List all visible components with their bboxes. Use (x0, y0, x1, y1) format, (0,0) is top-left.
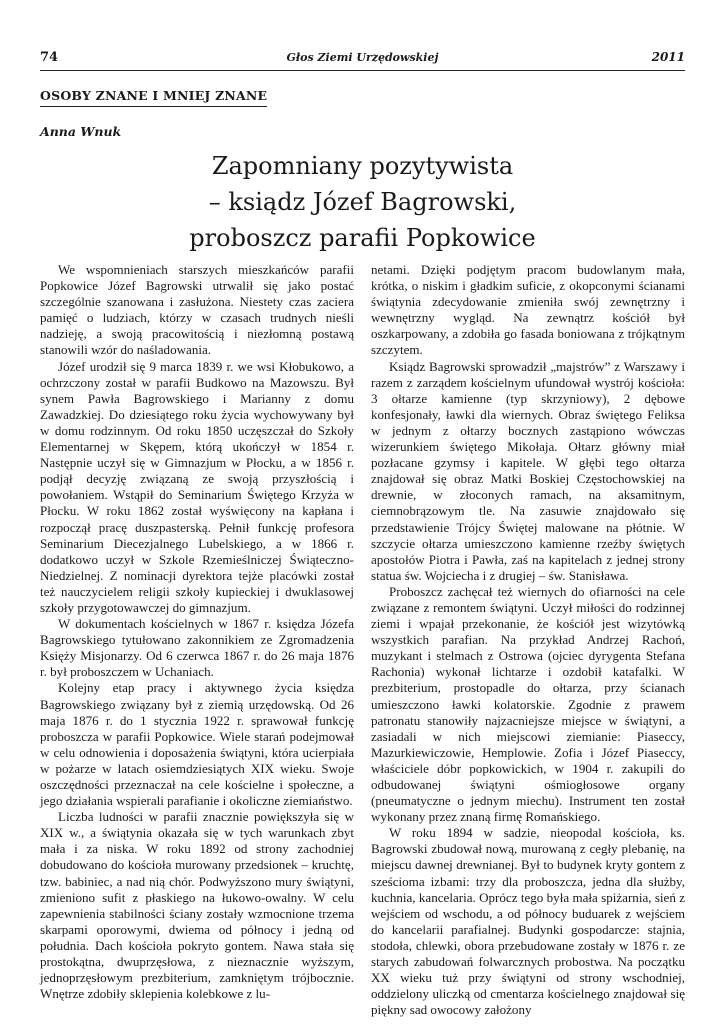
left-column (40, 262, 354, 1002)
right-column (371, 262, 685, 1018)
paragraph: W dokumentach kościelnych w 1867 r. księdza Józefa Bagrowskiego tytułowano zakonnikiem ze Zgromadzenia Księży Misjonarzy. Od 6 czerwca 1867 r. do 26 maja 1876 r. był proboszczem w Uchaniach. (40, 616, 354, 680)
issue-year: 2011 (651, 50, 685, 64)
article-body (40, 262, 685, 1018)
paragraph: Proboszcz zachęcał też wiernych do ofiarności na cele związane z remontem świątyni. Uczył miłości do rodzinnej ziemi i wpajał przekonanie, że kościół jest wizytówką wszystkich parafian. Na przykład Andrzej Rachoń, muzykant i stelmach z Ostrowa (ojciec dyrygenta Stefana Rachonia) wykonał lichtarze i ozdobił katafalki. W prezbiterium, prostopadle do ołtarza, przy ścianach umieszczono ławki kolatorskie. Zgodnie z prawem patronatu stanowiły najzacniejsze miejsce w świątyni, a zasiadali w nich miejscowi ziemianie: Piaseccy, Mazurkiewiczowie, Hemplowie. Zofia i Józef Piaseccy, właściciele dóbr popkowickich, w 1904 r. zakupili do odbudowanej świątyni ośmiogłosowe organy (pneumatyczne o jednym miechu). Instrument ten został wykonany przez znaną firmę Romańskiego. (371, 583, 685, 825)
paragraph: We wspomnieniach starszych mieszkańców parafii Popkowice Józef Bagrowski utrwalił się jako postać szczególnie szanowana i zasłużona. Niestety czas zaciera pamięć o ludziach, którzy w czasach trudnych nieśli nadzieję, a swoją pracowitością i niezłomną postawą stanowili wzór do naśladowania. (40, 262, 354, 358)
paragraph: W roku 1894 w sadzie, nieopodal kościoła, ks. Bagrowski zbudował nową, murowaną z cegły plebanię, na miejscu dawnej drewnianej. Był to budynek kryty gontem z sześcioma izbami: trzy dla proboszcza, jedna dla służby, kuchnia, kancelaria. Oprócz tego była mała spiżarnia, sień z wejściem od wschodu, a od północy buduarek z wejściem do kancelarii parafialnej. Budynki gospodarcze: stajnia, stodoła, chlewki, obora przebudowane zostały w 1876 r. ze starych zabudowań folwarcznych probostwa. Na początku XX wieku tuż przy świątyni od strony wschodniej, oddzielony uliczką od cmentarza kościelnego znajdował się piękny sad owocowy założony (371, 825, 685, 1018)
section-heading: OSOBY ZNANE I MNIEJ ZNANE (40, 88, 267, 107)
title-line: – ksiądz Józef Bagrowski, (208, 188, 517, 216)
paragraph: Józef urodził się 9 marca 1839 r. we wsi Kłobukowo, a ochrzczony został w parafii Budkowo na Mazowszu. Był synem Pawła Bagrowskiego i Marianny z domu Zawadzkiej. Do dziesiątego roku życia wychowywany był w domu rodzinnym. Od roku 1850 uczęszczał do Szkoły Elementarnej w Skępem, którą ukończył w 1854 r. Następnie uczył się w Gimnazjum w Płocku, a w 1856 r. podjął decyzję związaną ze swoją przyszłością i powołaniem. Wstąpił do Seminarium Świętego Krzyża w Płocku. W roku 1862 został wyświęcony na kapłana i rozpoczął pracę duszpasterską. Pełnił funkcję profesora Seminarium Diecezjalnego Lubelskiego, a w 1866 r. dodatkowo uczył w Szkole Rzemieślniczej Świąteczno-Niedzielnej. Z nominacji dyrektora tejże placówki został też nauczycielem religii szkoły kupieckiej i dwuklasowej szkoły przygotowawczej do gimnazjum. (40, 358, 354, 615)
title-line: proboszcz parafii Popkowice (189, 224, 536, 252)
article-title (40, 148, 685, 256)
journal-title: Głos Ziemi Urzędowskiej (286, 51, 439, 64)
title-line: Zapomniany pozytywista (211, 152, 514, 180)
paragraph: Kolejny etap pracy i aktywnego życia księdza Bagrowskiego związany był z ziemią urzędowską. Od 26 maja 1876 r. do 1 stycznia 1922 r. sprawował funkcję proboszcza w parafii Popkowice. Wiele starań podejmował w celu odnowienia i doposażenia świątyni, która ucierpiała w pożarze w latach osiemdziesiątych XIX wieku. Swoje oszczędności przeznaczał na cele kościelne i społeczne, a jego działania wspierali parafianie i okoliczne ziemiaństwo. (40, 680, 354, 809)
running-header (40, 50, 685, 71)
paragraph: Ksiądz Bagrowski sprowadził „majstrów” z Warszawy i razem z zarządem kościelnym ufundował wystrój kościoła: 3 ołtarze kamienne (typ skrzyniowy), 2 dębowe konfesjonały, ławki dla wiernych. Obraz świętego Feliksa w jednym z ołtarzy bocznych zastąpiono wówczas wizerunkiem świętego Mikołaja. Ołtarz główny miał pozłacane gzymsy i kapitele. W głębi tego ołtarza znajdował się obraz Matki Boskiej Częstochowskiej na drewnie, w złoconych ramach, na aksamitnym, ciemnobrązowym tle. Na zasuwie znajdowało się przedstawienie Trójcy Świętej malowane na płótnie. W szczycie ołtarza umieszczono kamienne rzeźby świętych apostołów Piotra i Pawła, zaś na kapitelach z jednej strony statua św. Wojciecha i z drugiej – św. Stanisława. (371, 358, 685, 583)
page-number: 74 (40, 50, 59, 65)
paragraph: netami. Dzięki podjętym pracom budowlanym mała, krótka, o niskim i gładkim suficie, z okopconymi ścianami świątynia zdecydowanie zmieniła swój zewnętrzny i wewnętrzny wygląd. Na zewnątrz kościół był oszkarpowany, a zdobiła go fasada boniowana z trójkątnym szczytem. (371, 262, 685, 358)
article-author: Anna Wnuk (40, 124, 122, 139)
paragraph: Liczba ludności w parafii znacznie powiększyła się w XIX w., a świątynia okazała się w tych warunkach zbyt mała i za niska. W roku 1892 od strony zachodniej dobudowano do kościoła murowany przedsionek – kruchtę, tzw. babiniec, a nad nią chór. Podwyższono mury świątyni, zmieniono sufit z płaskiego na łukowo-owalny. W celu zapewnienia stabilności ściany zostały wzmocnione trzema skarpami oporowymi, dwiema od północy i jedną od południa. Dach kościoła pokryto gontem. Nawa stała się prostokątna, dwuprzęsłowa, z nieznacznie wyższym, jednoprzęsłowym prezbiterium, zamkniętym trójbocznie. Wnętrze zdobiły sklepienia kolebkowe z lu- (40, 809, 354, 1002)
